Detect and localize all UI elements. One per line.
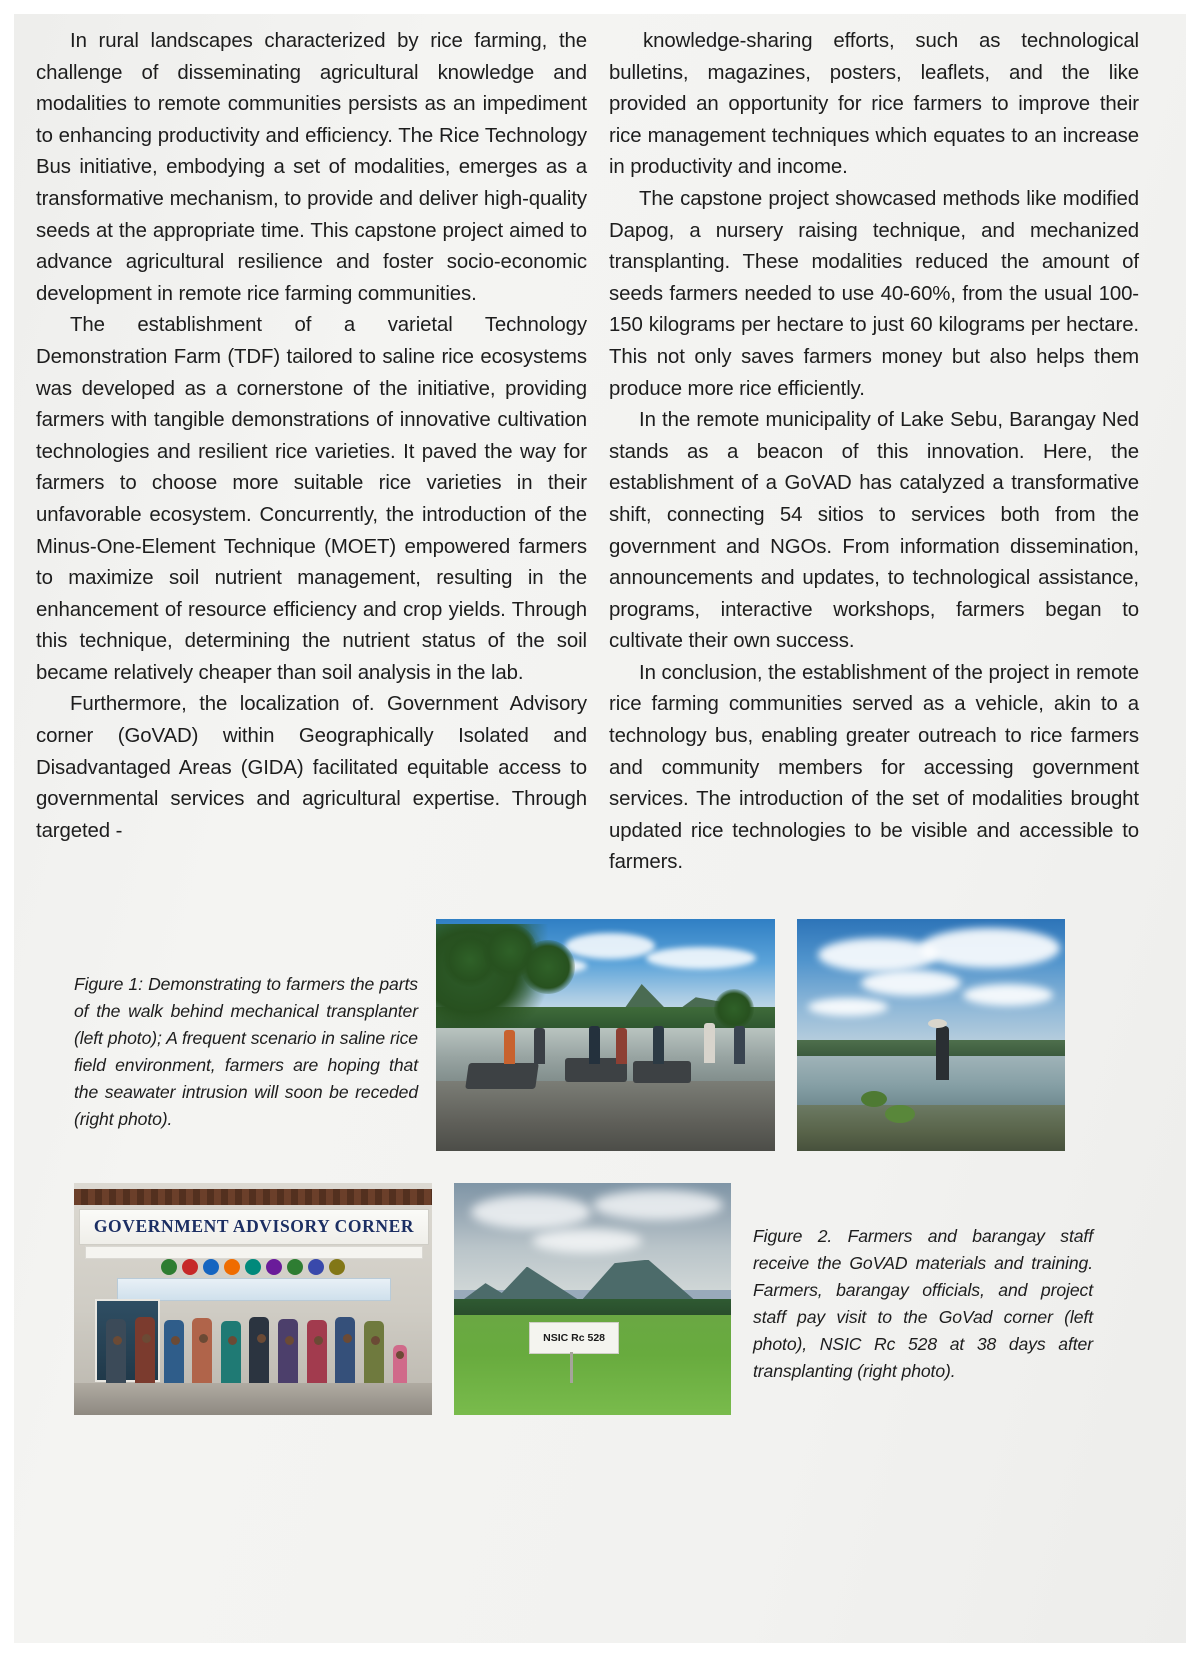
banner-title: GOVERNMENT ADVISORY CORNER <box>93 1216 415 1237</box>
cloud <box>818 938 938 972</box>
figure-2-photos <box>74 1183 731 1415</box>
partner-logo <box>245 1259 261 1275</box>
flooded-paddy-water <box>797 1056 1065 1107</box>
figure-2 <box>36 1183 1164 1415</box>
advisory-corner-banner <box>79 1209 428 1246</box>
cloud <box>808 998 888 1016</box>
paragraph: In conclusion, the establishment of the project in remote rice farming communities served as a vehicle, akin to a technology bus, enabling greater outreach to rice farmers and community members for accessing government services. The introduction of the set of modalities brought updated rice technologies to be visible and accessible to farmers. <box>609 661 1139 874</box>
person <box>734 1026 745 1064</box>
person <box>249 1317 269 1383</box>
right-text-column <box>609 26 1139 879</box>
paragraph: Furthermore, the localization of. Government Advisory corner (GoVAD) within Geographically Isolated and Disadvantaged Areas (GIDA) facilitated equitable access to governmental services and agricultural expertise. Through targeted - <box>36 693 587 842</box>
farmer-hat <box>928 1019 947 1028</box>
partner-logo <box>287 1259 303 1275</box>
figure-2-caption: Figure 2. Farmers and barangay staff receive the GoVAD materials and training. Farmers, barangay officials, and project staff pay visit to the GoVad corner (left photo), NSIC Rc 528 at 38 days after transplanting (right photo). <box>753 1226 1093 1382</box>
article-body <box>36 26 1164 879</box>
paragraph: knowledge-sharing efforts, such as technological bulletins, magazines, posters, leaflets, and the like provided an opportunity for rice farmers to improve their rice management techniques which equates to an increase in productivity and income. <box>609 30 1139 179</box>
cloud <box>471 1195 591 1229</box>
person <box>135 1317 155 1383</box>
rice-seedling-clump <box>861 1091 887 1107</box>
paragraph: The establishment of a varietal Technology Demonstration Farm (TDF) tailored to saline rice ecosystems was developed as a cornerstone of the initiative, providing farmers with tangible demonstrations of innovative cultivation technologies and resilient rice varieties. It paved the way for farmers to choose more suitable rice varieties in their unfavorable ecosystem. Concurrently, the introduction of the Minus-One-Element Technique (MOET) empowered farmers to maximize soil nutrient management, resulting in the enhancement of resource efficiency and crop yields. Through this technique, determining the nutrient status of the soil became relatively cheaper than soil analysis in the lab. <box>36 314 587 684</box>
information-poster <box>117 1278 391 1301</box>
farmer-standing <box>936 1026 949 1080</box>
child <box>393 1345 407 1383</box>
sign-post <box>570 1352 573 1382</box>
paragraph: In the remote municipality of Lake Sebu, Barangay Ned stands as a beacon of this innovation. Here, the establishment of a GoVAD has catalyzed a transformative shift, connecting 54 sitios to services both from the government and NGOs. From information dissemination, announcements and updates, to technological assistance, programs, interactive workshops, farmers began to cultivate their own success. <box>609 409 1139 653</box>
person <box>278 1319 298 1383</box>
ground <box>74 1383 432 1415</box>
person <box>307 1320 327 1383</box>
roof-fascia <box>74 1189 432 1205</box>
person <box>534 1028 545 1064</box>
person <box>164 1320 184 1383</box>
person <box>589 1026 600 1064</box>
muddy-foreground <box>436 1081 775 1151</box>
person-head <box>343 1334 352 1343</box>
mechanical-transplanter <box>465 1063 539 1089</box>
figure-1 <box>36 919 1164 1151</box>
variety-sign-label: NSIC Rc 528 <box>543 1332 606 1345</box>
mechanical-transplanter <box>633 1061 691 1083</box>
paragraph: The capstone project showcased methods like modified Dapog, a nursery raising technique, and mechanized transplanting. These modalities reduced the amount of seeds farmers needed to use 40-60%, from the usual 100-150 kilograms per hectare to just 60 kilograms per hectare. This not only saves farmers money but also helps them produce more rice efficiently. <box>609 187 1139 400</box>
partner-logo <box>329 1259 345 1275</box>
person <box>364 1321 384 1383</box>
banana-plant <box>714 989 754 1029</box>
person-head <box>257 1334 266 1343</box>
person <box>504 1030 515 1064</box>
cloud <box>646 947 756 969</box>
cloud <box>861 970 961 996</box>
partner-logo <box>161 1259 177 1275</box>
paragraph: In rural landscapes characterized by rice farming, the challenge of disseminating agricultural knowledge and modalities to remote communities persists as an impediment to enhancing productivity and efficiency. The Rice Technology Bus initiative, embodying a set of modalities, emerges as a transformative mechanism, to provide and deliver high-quality seeds at the appropriate time. This capstone project aimed to advance agricultural resilience and foster socio-economic development in remote rice farming communities. <box>36 30 587 305</box>
partner-logo <box>203 1259 219 1275</box>
person <box>106 1319 126 1383</box>
person <box>704 1023 715 1063</box>
cloud <box>593 1190 723 1220</box>
partner-logo <box>308 1259 324 1275</box>
partner-logo <box>266 1259 282 1275</box>
figure-1-photos <box>436 919 1065 1151</box>
palm-tree <box>521 940 575 994</box>
page-content-area <box>14 14 1186 1643</box>
banner-subtitle-strip <box>85 1246 424 1260</box>
figure-1-photo-left <box>436 919 775 1151</box>
left-text-column <box>36 26 587 847</box>
person <box>653 1026 664 1064</box>
cloud <box>565 933 655 959</box>
person <box>616 1028 627 1064</box>
field-foreground <box>797 1105 1065 1151</box>
person <box>335 1317 355 1383</box>
person <box>221 1321 241 1383</box>
partner-logo <box>224 1259 240 1275</box>
figure-1-photo-right <box>797 919 1065 1151</box>
figure-2-photo-right <box>454 1183 731 1415</box>
variety-sign <box>529 1322 620 1354</box>
figure-2-photo-left <box>74 1183 432 1415</box>
cloud <box>963 984 1053 1006</box>
rice-seedling-clump <box>885 1105 915 1123</box>
figure-1-caption: Figure 1: Demonstrating to farmers the parts of the walk behind mechanical transplanter (left photo); A frequent scenario in saline rice field environment, farmers are hoping that the seawater intrusion will soon be receded (right photo). <box>74 974 418 1130</box>
partner-logo-row <box>124 1258 382 1274</box>
partner-logo <box>182 1259 198 1275</box>
person <box>192 1318 212 1383</box>
